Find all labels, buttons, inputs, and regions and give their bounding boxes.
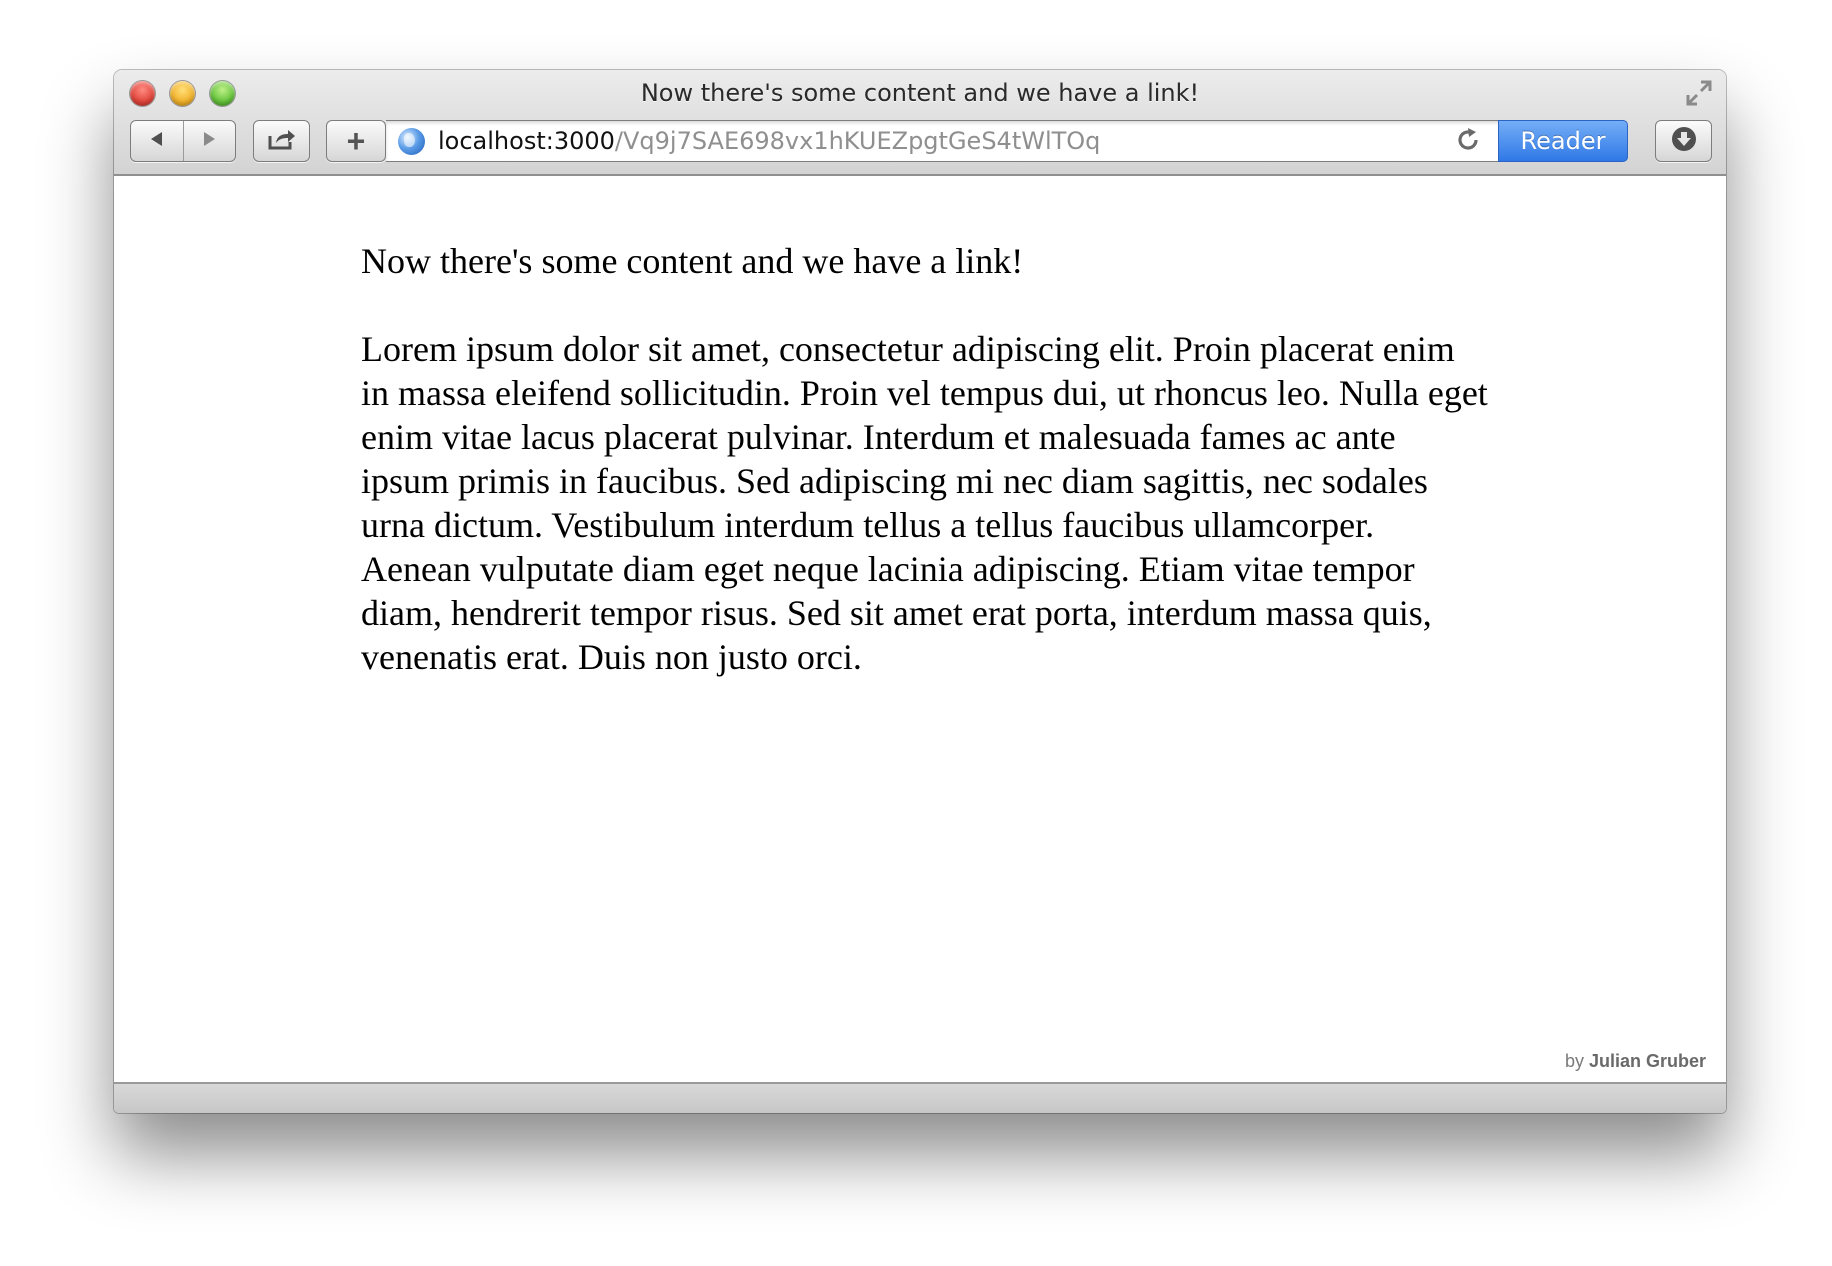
browser-window: [114, 70, 1726, 1113]
window-title: Now there's some content and we have a link!: [640, 79, 1200, 107]
forward-arrow-icon: [199, 129, 219, 154]
back-arrow-icon: [147, 129, 167, 154]
forward-button[interactable]: [183, 121, 235, 161]
credit-prefix: by: [1564, 1051, 1584, 1071]
lorem-paragraph: Lorem ipsum dolor sit amet, consectetur adipiscing elit. Proin placerat enim in massa eleifend sollicitudin. Proin vel tempus dui, ut rhoncus leo. Nulla eget enim vitae lacus placerat pulvinar. Interdum et malesuada fames ac ante ipsum primis in faucibus. Sed adipiscing mi nec diam sagittis, nec sodales urna dictum. Vestibulum interdum tellus a tellus faucibus ullamcorper. Aenean vulputate diam eget neque lacinia adipiscing. Etiam vitae tempor diam, hendrerit tempor risus. Sed sit amet erat porta, interdum massa quis, venenatis erat. Duis non justo orci.: [361, 329, 1488, 677]
url-host: localhost:3000: [438, 127, 615, 155]
url-path: /Vq9j7SAE698vx1hKUEZpgtGeS4tWlTOq: [614, 127, 1101, 155]
fullscreen-icon[interactable]: [1682, 78, 1716, 112]
reload-icon[interactable]: [1454, 126, 1482, 156]
share-icon: [267, 127, 297, 156]
status-bar: [114, 1082, 1726, 1113]
add-bookmark-button[interactable]: [326, 120, 386, 162]
downloads-button[interactable]: [1655, 120, 1712, 162]
url-text[interactable]: [438, 127, 1100, 155]
page-heading: Now there's some content and we have a link!: [361, 241, 1024, 281]
page-content: [114, 176, 1726, 1082]
download-icon: [1670, 125, 1698, 158]
reader-button[interactable]: Reader: [1498, 120, 1628, 162]
back-button[interactable]: [131, 121, 183, 161]
address-bar[interactable]: [386, 120, 1510, 162]
plus-icon: +: [346, 122, 366, 159]
author-credit: [1565, 1051, 1706, 1072]
credit-author-link[interactable]: Julian Gruber: [1588, 1051, 1706, 1071]
share-button[interactable]: [253, 120, 310, 162]
browser-toolbar: [114, 70, 1726, 176]
globe-icon: [398, 128, 425, 155]
back-forward-group: [130, 120, 236, 162]
